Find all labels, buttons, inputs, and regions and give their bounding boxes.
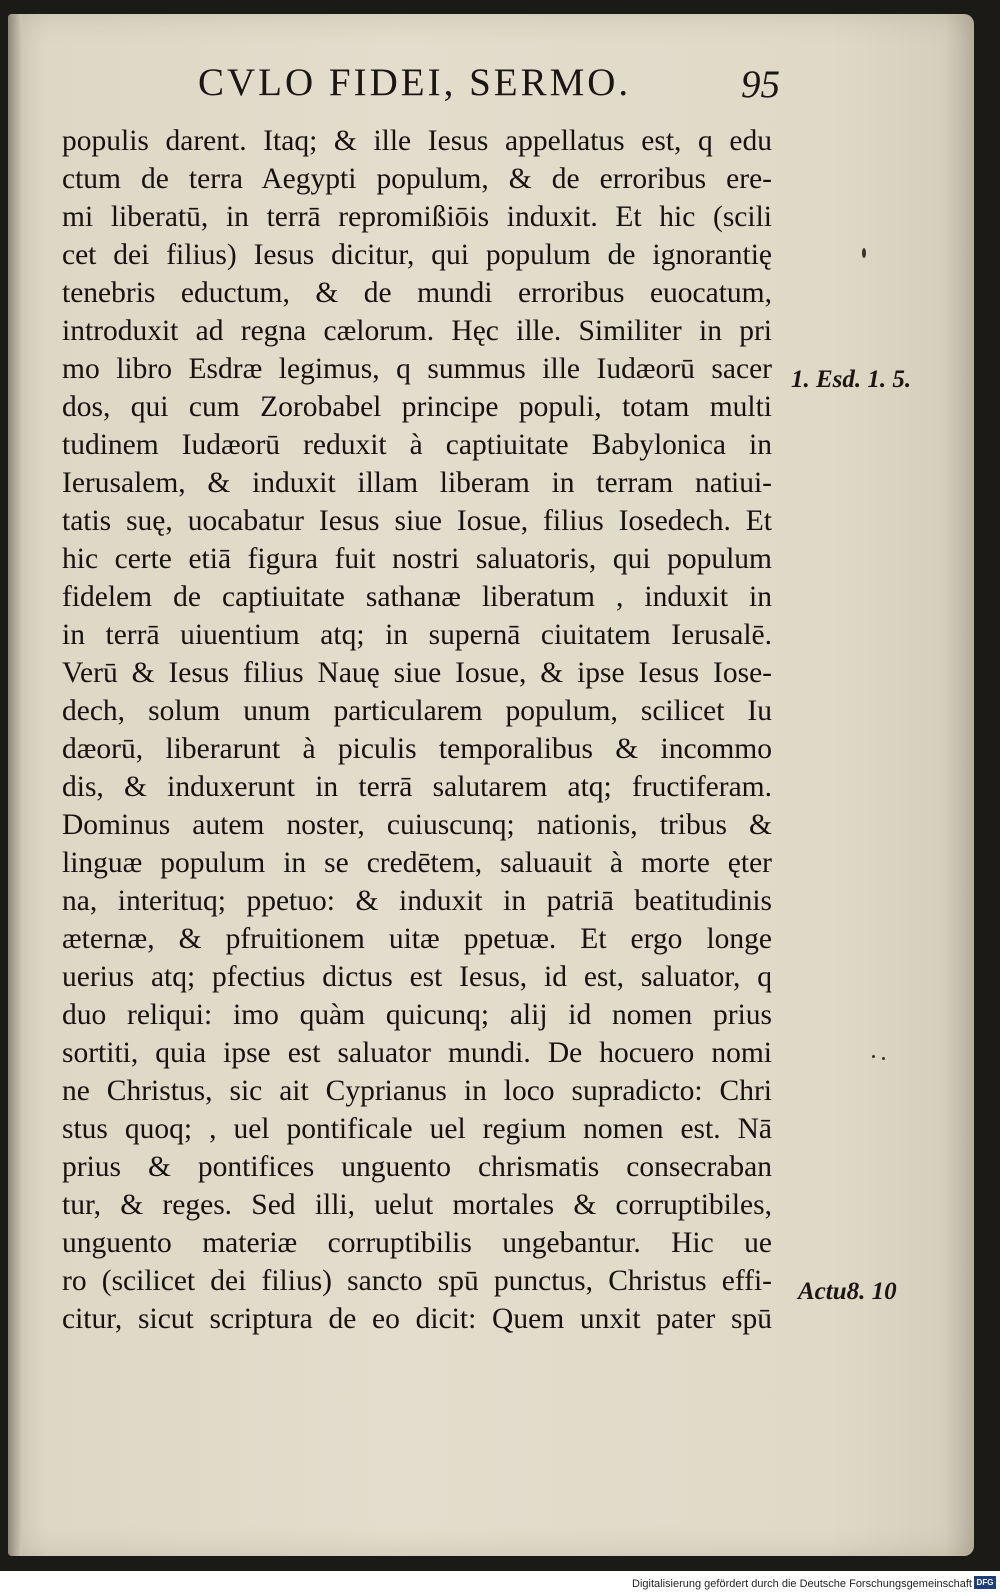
text-line: ctum de terra Aegypti populum, & de erroribus ere- — [62, 163, 772, 195]
text-line: mo libro Esdræ legimus, q summus ille Iudæorū sacer — [62, 353, 772, 385]
text-line: dech, solum unum particularem populum, scilicet Iu — [62, 695, 772, 727]
text-line: prius & pontifices unguento chrismatis consecraban — [62, 1151, 772, 1183]
dfg-logo: DFG — [974, 1576, 996, 1589]
text-line: sortiti, quia ipse est saluator mundi. De hocuero nomi — [62, 1037, 772, 1069]
text-line: Dominus autem noster, cuiuscunq; nationis, tribus & — [62, 809, 772, 841]
ink-spot — [862, 248, 866, 258]
running-header — [180, 60, 800, 120]
text-line: tenebris eductum, & de mundi erroribus euocatum, — [62, 277, 772, 309]
text-line: Verū & Iesus filius Nauę siue Iosue, & ipse Iesus Iose- — [62, 657, 772, 689]
text-line: linguæ populum in se credētem, saluauit à morte ęter — [62, 847, 772, 879]
text-line: ne Christus, sic ait Cyprianus in loco supradicto: Chri — [62, 1075, 772, 1107]
text-line: tur, & reges. Sed illi, uelut mortales & corruptibiles, — [62, 1189, 772, 1221]
text-line: fidelem de captiuitate sathanæ liberatum , induxit in — [62, 581, 772, 613]
margin-note-reference: Actu8. 10 — [798, 1278, 897, 1305]
text-line: populis darent. Itaq; & ille Iesus appellatus est, q edu — [62, 125, 772, 157]
text-line: stus quoq; , uel pontificale uel regium nomen est. Nā — [62, 1113, 772, 1145]
text-line: introduxit ad regna cælorum. Hęc ille. Similiter in pri — [62, 315, 772, 347]
ink-spot — [872, 1055, 875, 1058]
text-line: unguento materiæ corruptibilis ungebantur. Hic ue — [62, 1227, 772, 1259]
running-title: CVLO FIDEI, SERMO. — [198, 61, 632, 104]
text-line: citur, sicut scriptura de eo dicit: Quem unxit pater spū — [62, 1303, 772, 1335]
page-gutter — [8, 14, 22, 1556]
text-line: hic certe etiā figura fuit nostri saluatoris, qui populum — [62, 543, 772, 575]
text-line: tudinem Iudæorū reduxit à captiuitate Babylonica in — [62, 429, 772, 461]
text-line: dis, & induxerunt in terrā salutarem atq; fructiferam. — [62, 771, 772, 803]
text-line: cet dei filius) Iesus dicitur, qui populum de ignorantię — [62, 239, 772, 271]
text-line: æternæ, & pfruitionem uitæ ppetuæ. Et ergo longe — [62, 923, 772, 955]
page-number: 95 — [741, 63, 780, 106]
funding-credit: Digitalisierung gefördert durch die Deutsche Forschungsgemeinschaft — [632, 1578, 972, 1590]
text-line: duo reliqui: imo quàm quicunq; alij id nomen prius — [62, 999, 772, 1031]
text-line: Ierusalem, & induxit illam liberam in terram natiui- — [62, 467, 772, 499]
text-line: na, interituq; ppetuo: & induxit in patriā beatitudinis — [62, 885, 772, 917]
margin-note-reference: 1. Esd. 1. 5. — [791, 366, 912, 393]
text-line: in terrā uiuentium atq; in supernā ciuitatem Ierusalē. — [62, 619, 772, 651]
ink-spot — [882, 1057, 885, 1060]
body-text — [62, 122, 772, 1338]
text-line: tatis suę, uocabatur Iesus siue Iosue, filius Iosedech. Et — [62, 505, 772, 537]
text-line: mi liberatū, in terrā repromißiōis induxit. Et hic (scili — [62, 201, 772, 233]
text-line: dæorū, liberarunt à piculis temporalibus & incommo — [62, 733, 772, 765]
footer-bar — [0, 1571, 1000, 1593]
text-line: ro (scilicet dei filius) sancto spū punctus, Christus effi- — [62, 1265, 772, 1297]
text-line: uerius atq; pfectius dictus est Iesus, id est, saluator, q — [62, 961, 772, 993]
text-line: dos, qui cum Zorobabel principe populi, totam multi — [62, 391, 772, 423]
